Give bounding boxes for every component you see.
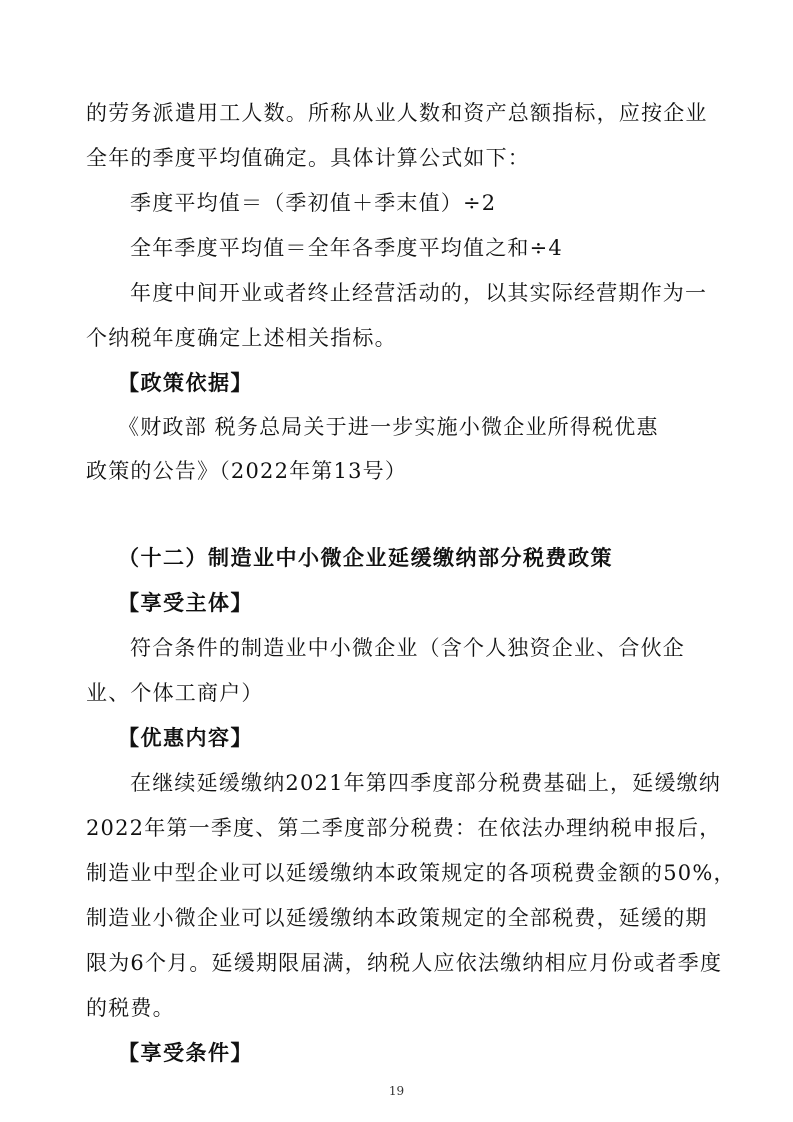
beneficiary-heading: 【享受主体】 [118, 590, 253, 615]
conditions-heading: 【享受条件】 [118, 1040, 253, 1065]
policy-basis-text: 政策的公告》（2022年第13号） [86, 459, 408, 483]
paragraph-line: 业、个体工商户） [86, 681, 264, 705]
paragraph-line: 的劳务派遣用工人数。所称从业人数和资产总额指标，应按企业 [86, 101, 708, 125]
preferential-content-heading: 【优惠内容】 [118, 725, 253, 750]
paragraph-line: 2022年第一季度、第二季度部分税费：在依法办理纳税申报后， [86, 816, 722, 840]
section-title: （十二）制造业中小微企业延缓缴纳部分税费政策 [118, 545, 613, 570]
paragraph-line: 制造业小微企业可以延缓缴纳本政策规定的全部税费，延缓的期 [86, 906, 708, 930]
policy-basis-text: 《财政部 税务总局关于进一步实施小微企业所得税优惠 [118, 415, 659, 439]
paragraph-line: 限为6个月。延缓期限届满，纳税人应依法缴纳相应月份或者季度 [86, 951, 723, 975]
paragraph-line: 的税费。 [86, 996, 175, 1020]
paragraph-line: 制造业中型企业可以延缓缴纳本政策规定的各项税费金额的50%， [86, 861, 736, 885]
paragraph-line: 全年的季度平均值确定。具体计算公式如下： [86, 146, 530, 170]
paragraph-line: 个纳税年度确定上述相关指标。 [86, 326, 397, 350]
paragraph-line: 年度中间开业或者终止经营活动的，以其实际经营期作为一 [130, 281, 708, 305]
paragraph-line: 在继续延缓缴纳2021年第四季度部分税费基础上，延缓缴纳 [130, 771, 722, 795]
formula-annual-average: 全年季度平均值＝全年各季度平均值之和÷4 [130, 236, 563, 260]
policy-basis-heading: 【政策依据】 [118, 370, 253, 395]
page-number: 19 [388, 1084, 405, 1098]
paragraph-line: 符合条件的制造业中小微企业（含个人独资企业、合伙企 [130, 636, 685, 660]
formula-quarter-average: 季度平均值＝（季初值＋季末值）÷2 [130, 191, 497, 215]
